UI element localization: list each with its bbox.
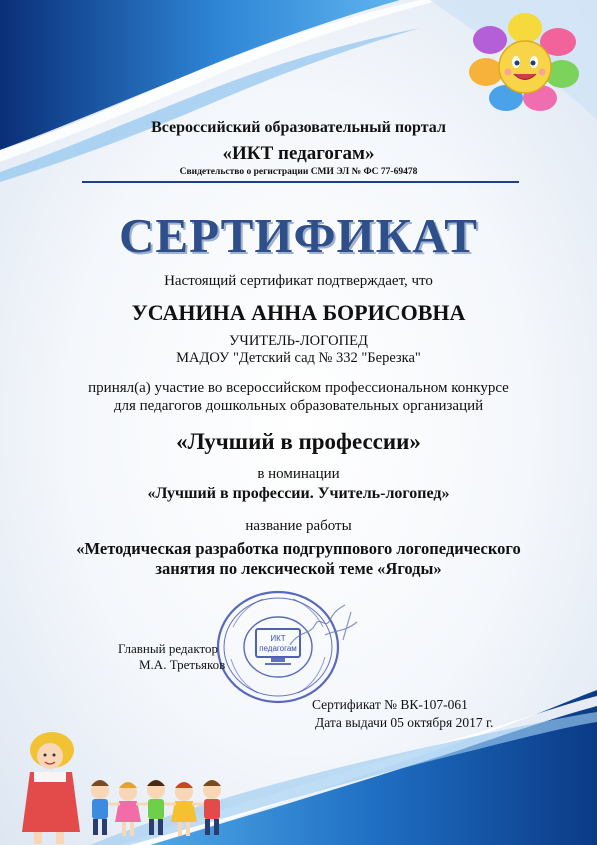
stamp-text-line-1: ИКТ [270, 634, 286, 643]
certificate-number: Сертификат № ВК-107-061 [312, 697, 468, 712]
participation-line-1: принял(а) участие во всероссийском профессиональном конкурсе [88, 380, 509, 396]
stamp-text-line-2: педагогам [259, 644, 297, 653]
contest-name: «Лучший в профессии» [176, 429, 421, 454]
portal-caption: Всероссийский образовательный портал [151, 119, 446, 136]
issue-date: Дата выдачи 05 октября 2017 г. [315, 715, 494, 730]
recipient-organization: МАДОУ "Детский сад № 332 "Березка" [176, 350, 421, 366]
nomination-label: в номинации [257, 466, 340, 482]
signature-scribble [285, 600, 365, 655]
nomination-value: «Лучший в профессии. Учитель-логопед» [147, 485, 450, 502]
portal-name: «ИКТ педагогам» [222, 143, 375, 164]
work-title-line-1: «Методическая разработка подгруппового логопедического [76, 539, 521, 558]
participation-line-2: для педагогов дошкольных образовательных организаций [113, 398, 484, 414]
registration-line: Свидетельство о регистрации СМИ ЭЛ № ФС 77-69478 [179, 167, 418, 177]
flower-mascot-icon [466, 12, 584, 112]
editor-name: М.А. Третьяков [139, 657, 226, 672]
recipient-name: УСАНИНА АННА БОРИСОВНА [131, 300, 466, 325]
children-illustration [0, 712, 250, 845]
work-title-label: название работы [245, 518, 352, 534]
confirmation-text: Настоящий сертификат подтверждает, что [164, 273, 433, 289]
recipient-position: УЧИТЕЛЬ-ЛОГОПЕД [229, 333, 368, 349]
certificate-info [312, 696, 542, 732]
header-divider [82, 181, 519, 183]
work-title-line-2: занятия по лексической теме «Ягоды» [155, 559, 442, 578]
certificate-title: СЕРТИФИКАТ [119, 208, 478, 263]
editor-block [118, 641, 248, 673]
editor-role: Главный редактор [118, 641, 218, 656]
